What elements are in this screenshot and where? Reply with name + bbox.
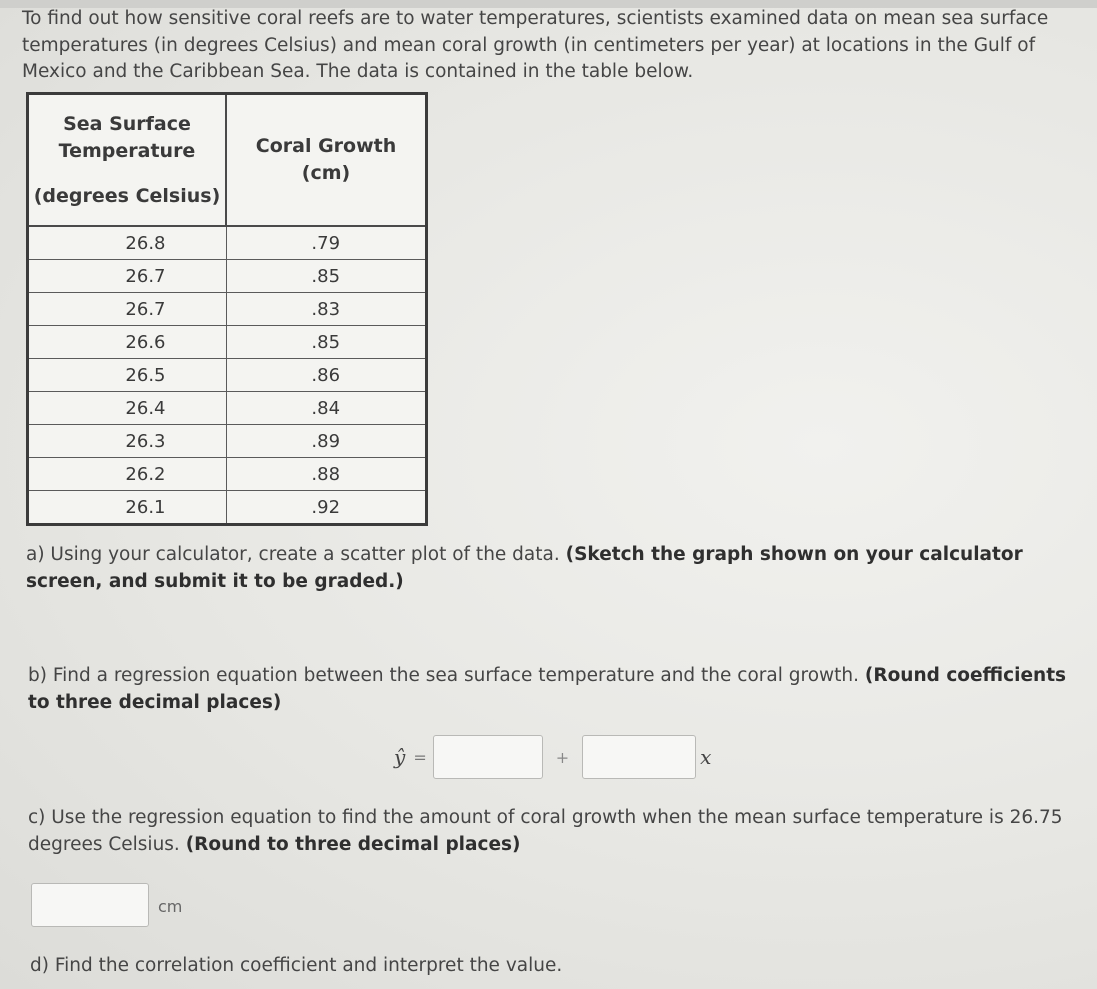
problem-intro: To find out how sensitive coral reefs are to water temperatures, scientists examined data on mean sea surface temperatures (in degrees Celsius) and mean coral growth (in centimeters per year) at locations in the Gulf of Mexico and the Caribbean Sea. The data is contained in the table below. <box>22 8 1049 82</box>
table-row <box>28 392 427 425</box>
coral-growth-answer <box>31 883 182 927</box>
question-a-instructions: (Sketch the graph shown on your calculator screen, and submit it to be graded.) <box>26 544 1023 592</box>
temperature-cell: 26.3 <box>28 425 227 458</box>
table-row <box>28 491 427 525</box>
table-row <box>28 293 427 326</box>
question-c-text: c) Use the regression equation to find the amount of coral growth when the mean surface temperature is 26.75 degrees Celsius. <box>28 807 1063 855</box>
header-growth-line2: (cm) <box>301 162 351 184</box>
coral-growth-cell: .84 <box>226 392 427 425</box>
header-temp-line2: Temperature <box>58 139 196 162</box>
table-header-row <box>28 94 427 227</box>
coral-growth-cell: .86 <box>226 359 427 392</box>
question-b <box>28 662 1078 716</box>
plus-sign: + <box>555 747 570 767</box>
temperature-cell: 26.7 <box>28 260 227 293</box>
temperature-cell: 26.8 <box>28 226 227 260</box>
table-row <box>28 425 427 458</box>
coral-growth-cell: .85 <box>226 326 427 359</box>
temperature-cell: 26.2 <box>28 458 227 491</box>
coral-growth-cell: .85 <box>226 260 427 293</box>
coral-growth-cell: .83 <box>226 293 427 326</box>
question-b-text: b) Find a regression equation between the sea surface temperature and the coral growth. <box>28 665 865 686</box>
header-temp-units: (degrees Celsius) <box>33 184 221 207</box>
coral-growth-cell: .88 <box>226 458 427 491</box>
coral-growth-cell: .89 <box>226 425 427 458</box>
table-row <box>28 326 427 359</box>
question-b-instructions: (Round coefficients to three decimal places) <box>28 665 1067 713</box>
coral-growth-cell: .92 <box>226 491 427 525</box>
unit-label: cm <box>158 896 183 916</box>
regression-equation <box>394 735 711 779</box>
question-c <box>28 804 1078 858</box>
question-a-text: a) Using your calculator, create a scatter plot of the data. <box>26 544 566 565</box>
temperature-cell: 26.7 <box>28 293 227 326</box>
header-growth-line1: Coral Growth <box>255 135 397 157</box>
temperature-cell: 26.6 <box>28 326 227 359</box>
equals-sign: = <box>413 747 427 767</box>
header-temperature <box>28 94 227 227</box>
table-row <box>28 260 427 293</box>
temperature-cell: 26.4 <box>28 392 227 425</box>
x-variable: x <box>700 745 712 769</box>
header-coral-growth <box>226 94 427 227</box>
question-a <box>26 541 1076 595</box>
question-c-instructions: (Round to three decimal places) <box>185 834 521 855</box>
temperature-cell: 26.1 <box>28 491 227 525</box>
temperature-cell: 26.5 <box>28 359 227 392</box>
question-d: d) Find the correlation coefficient and interpret the value. <box>30 955 563 976</box>
coral-growth-cell: .79 <box>226 226 427 260</box>
slope-input[interactable] <box>582 735 696 779</box>
table-row <box>28 359 427 392</box>
table-row <box>28 226 427 260</box>
header-temp-line1: Sea Surface <box>63 112 191 135</box>
table-body <box>28 226 427 525</box>
data-table <box>26 92 428 526</box>
coral-growth-input[interactable] <box>31 883 149 927</box>
intercept-input[interactable] <box>433 735 543 779</box>
y-hat-symbol: ŷ <box>394 745 406 769</box>
table-row <box>28 458 427 491</box>
